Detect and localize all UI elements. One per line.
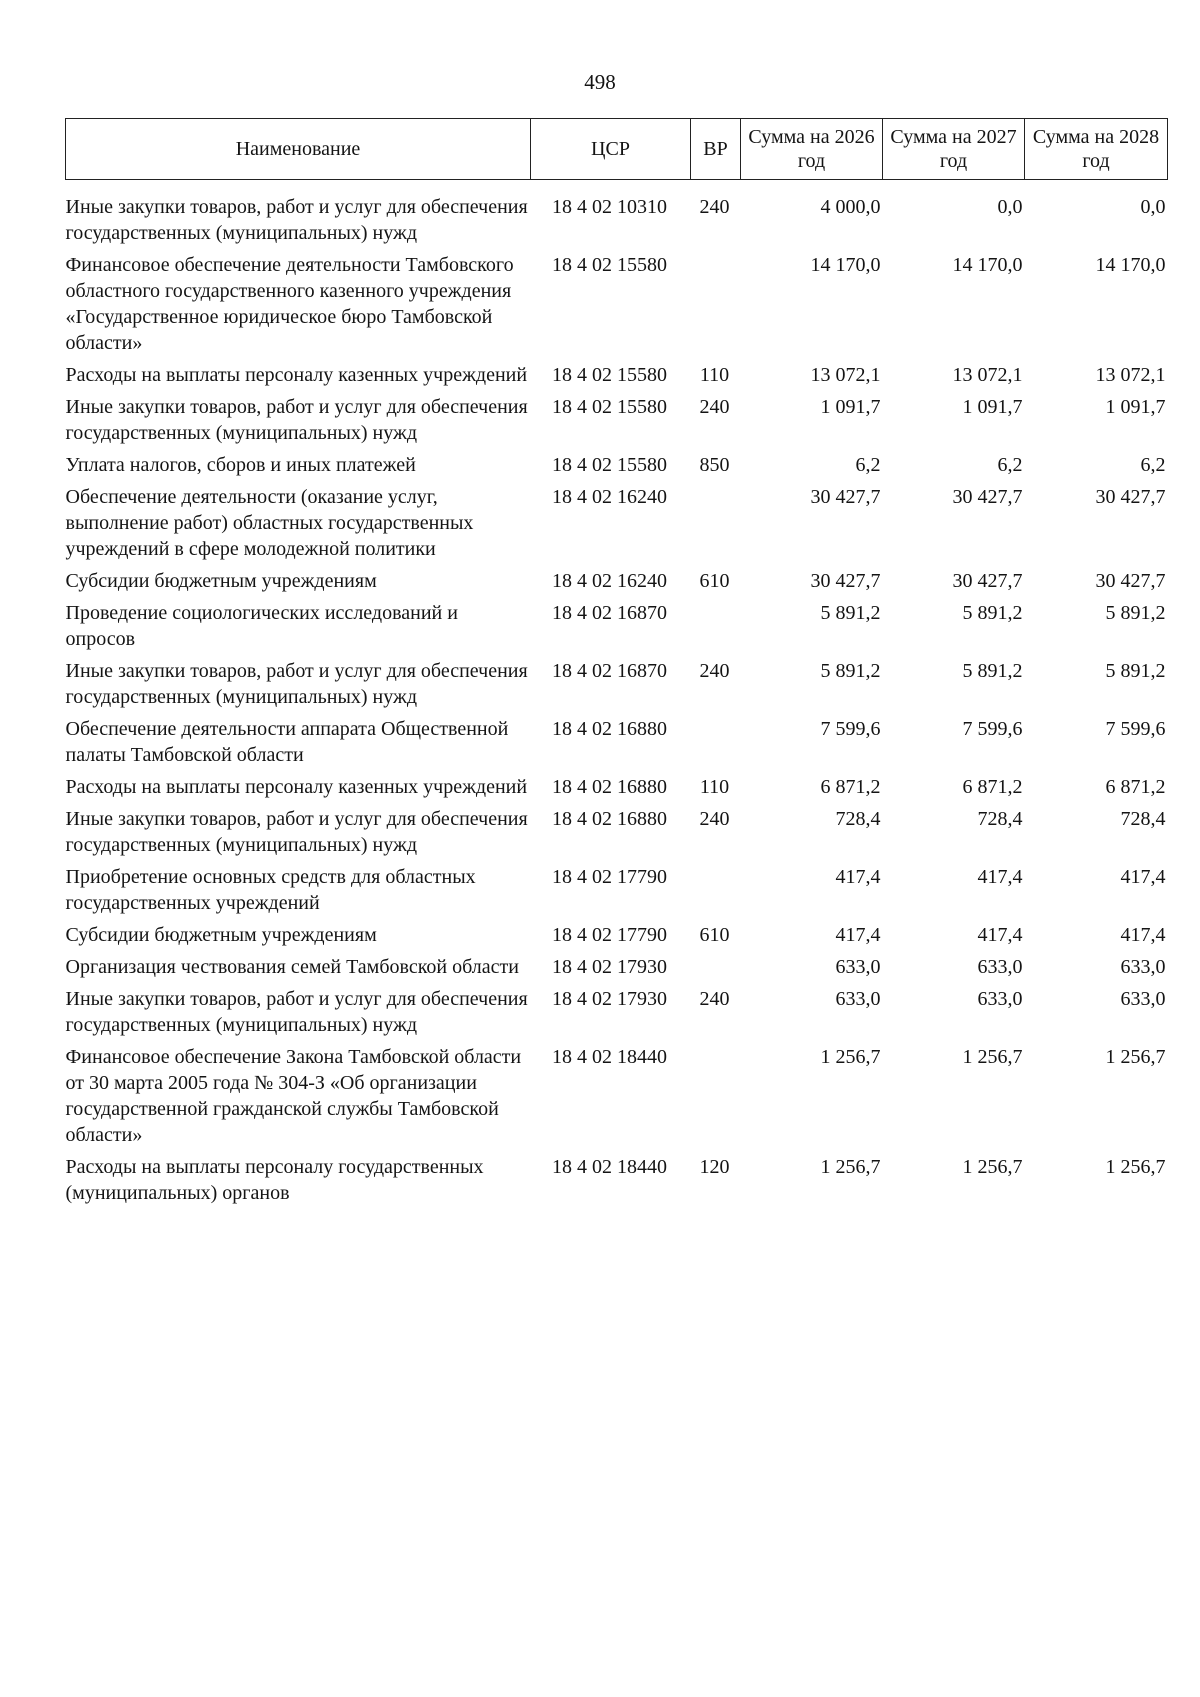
row-name: Иные закупки товаров, работ и услуг для обеспечения государственных (муниципальных) нужд [65, 660, 528, 708]
row-sum-2027: 728,4 [977, 808, 1023, 830]
row-vr [691, 954, 741, 986]
row-sum-2027: 30 427,7 [952, 486, 1023, 508]
row-name: Обеспечение деятельности аппарата Общественной палаты Тамбовской области [65, 718, 509, 766]
row-name: Проведение социологических исследований и опросов [65, 602, 458, 650]
row-name: Организация чествования семей Тамбовской области [65, 956, 519, 978]
row-vr: 240 [699, 660, 730, 682]
table-row [66, 484, 1168, 568]
row-sum-2026: 728,4 [835, 808, 881, 830]
row-sum-2028: 5 891,2 [1105, 602, 1166, 624]
row-name: Иные закупки товаров, работ и услуг для обеспечения государственных (муниципальных) нужд [65, 396, 528, 444]
table-row [66, 1154, 1168, 1212]
row-sum-2028: 6,2 [1140, 454, 1166, 476]
row-csr: 18 4 02 15580 [552, 454, 667, 476]
table-row [66, 806, 1168, 864]
row-vr: 240 [699, 396, 730, 418]
row-csr: 18 4 02 15580 [552, 364, 667, 386]
row-sum-2028: 417,4 [1120, 866, 1166, 888]
row-sum-2028: 0,0 [1140, 196, 1166, 218]
row-csr: 18 4 02 15580 [552, 396, 667, 418]
row-sum-2028: 417,4 [1120, 924, 1166, 946]
table-header [66, 119, 1168, 180]
row-sum-2026: 1 256,7 [820, 1046, 881, 1068]
row-csr: 18 4 02 17790 [552, 924, 667, 946]
row-csr: 18 4 02 16880 [552, 718, 667, 740]
row-sum-2026: 14 170,0 [810, 254, 881, 276]
row-sum-2026: 633,0 [835, 956, 881, 978]
row-sum-2026: 417,4 [835, 924, 881, 946]
row-name: Иные закупки товаров, работ и услуг для обеспечения государственных (муниципальных) нужд [65, 808, 528, 856]
row-csr: 18 4 02 16870 [552, 602, 667, 624]
row-sum-2028: 30 427,7 [1095, 486, 1166, 508]
row-sum-2028: 14 170,0 [1095, 254, 1166, 276]
row-csr: 18 4 02 17790 [552, 866, 667, 888]
row-csr: 18 4 02 18440 [552, 1156, 667, 1178]
row-sum-2026: 4 000,0 [820, 196, 881, 218]
table-row [66, 986, 1168, 1044]
row-sum-2026: 1 091,7 [820, 396, 881, 418]
row-vr: 240 [699, 808, 730, 830]
row-sum-2026: 30 427,7 [810, 570, 881, 592]
row-vr [691, 484, 741, 568]
row-sum-2027: 633,0 [977, 988, 1023, 1010]
row-sum-2026: 30 427,7 [810, 486, 881, 508]
row-sum-2028: 6 871,2 [1105, 776, 1166, 798]
row-csr: 18 4 02 16870 [552, 660, 667, 682]
row-sum-2028: 7 599,6 [1105, 718, 1166, 740]
row-sum-2027: 417,4 [977, 924, 1023, 946]
row-sum-2027: 7 599,6 [962, 718, 1023, 740]
table-row [66, 658, 1168, 716]
row-sum-2026: 5 891,2 [820, 602, 881, 624]
row-sum-2027: 1 091,7 [962, 396, 1023, 418]
table-row [66, 394, 1168, 452]
row-sum-2027: 633,0 [977, 956, 1023, 978]
row-csr: 18 4 02 16240 [552, 570, 667, 592]
row-name: Расходы на выплаты персоналу государственных (муниципальных) органов [65, 1156, 484, 1204]
row-sum-2028: 1 091,7 [1105, 396, 1166, 418]
header-vr: ВР [691, 119, 741, 180]
row-vr: 120 [699, 1156, 730, 1178]
table-row [66, 568, 1168, 600]
row-sum-2028: 633,0 [1120, 956, 1166, 978]
row-vr: 610 [699, 570, 730, 592]
row-name: Субсидии бюджетным учреждениям [65, 924, 377, 946]
row-sum-2028: 5 891,2 [1105, 660, 1166, 682]
row-csr: 18 4 02 15580 [552, 254, 667, 276]
table-row [66, 922, 1168, 954]
row-sum-2026: 1 256,7 [820, 1156, 881, 1178]
table-row [66, 252, 1168, 362]
table-row [66, 194, 1168, 252]
row-csr: 18 4 02 17930 [552, 988, 667, 1010]
row-sum-2028: 1 256,7 [1105, 1046, 1166, 1068]
row-sum-2027: 30 427,7 [952, 570, 1023, 592]
row-csr: 18 4 02 17930 [552, 956, 667, 978]
row-sum-2026: 417,4 [835, 866, 881, 888]
table-row [66, 600, 1168, 658]
table-row [66, 716, 1168, 774]
row-vr: 240 [699, 988, 730, 1010]
row-vr: 110 [699, 364, 730, 386]
row-sum-2028: 728,4 [1120, 808, 1166, 830]
header-row [66, 119, 1168, 180]
row-sum-2026: 7 599,6 [820, 718, 881, 740]
budget-table [65, 118, 1168, 1212]
row-sum-2027: 5 891,2 [962, 660, 1023, 682]
row-sum-2026: 6 871,2 [820, 776, 881, 798]
row-name: Субсидии бюджетным учреждениям [65, 570, 377, 592]
row-vr [691, 716, 741, 774]
row-sum-2026: 5 891,2 [820, 660, 881, 682]
row-csr: 18 4 02 16880 [552, 808, 667, 830]
row-sum-2027: 417,4 [977, 866, 1023, 888]
row-sum-2027: 13 072,1 [952, 364, 1023, 386]
row-sum-2026: 13 072,1 [810, 364, 881, 386]
row-vr: 110 [699, 776, 730, 798]
row-sum-2027: 1 256,7 [962, 1156, 1023, 1178]
row-name: Уплата налогов, сборов и иных платежей [65, 454, 416, 476]
row-vr [691, 864, 741, 922]
table-body [66, 180, 1168, 1213]
row-sum-2027: 0,0 [997, 196, 1023, 218]
row-vr [691, 600, 741, 658]
row-name: Иные закупки товаров, работ и услуг для обеспечения государственных (муниципальных) нужд [65, 196, 528, 244]
table-row [66, 774, 1168, 806]
row-sum-2028: 30 427,7 [1095, 570, 1166, 592]
table-row [66, 864, 1168, 922]
row-sum-2027: 6 871,2 [962, 776, 1023, 798]
row-csr: 18 4 02 18440 [552, 1046, 667, 1068]
row-name: Приобретение основных средств для областных государственных учреждений [65, 866, 476, 914]
row-sum-2028: 1 256,7 [1105, 1156, 1166, 1178]
row-sum-2026: 6,2 [855, 454, 881, 476]
row-sum-2027: 6,2 [997, 454, 1023, 476]
row-sum-2028: 633,0 [1120, 988, 1166, 1010]
row-csr: 18 4 02 10310 [552, 196, 667, 218]
row-sum-2027: 5 891,2 [962, 602, 1023, 624]
header-csr: ЦСР [531, 119, 691, 180]
row-name: Обеспечение деятельности (оказание услуг, выполнение работ) областных государственных учреждений в сфере молодежной политики [65, 486, 474, 560]
row-sum-2028: 13 072,1 [1095, 364, 1166, 386]
row-name: Расходы на выплаты персоналу казенных учреждений [65, 364, 528, 386]
row-csr: 18 4 02 16240 [552, 486, 667, 508]
header-sum-2027: Сумма на 2027 год [883, 119, 1025, 180]
row-vr: 610 [699, 924, 730, 946]
row-name: Расходы на выплаты персоналу казенных учреждений [65, 776, 528, 798]
row-name: Иные закупки товаров, работ и услуг для обеспечения государственных (муниципальных) нужд [65, 988, 528, 1036]
row-vr [691, 252, 741, 362]
page-number: 498 [584, 70, 616, 94]
header-sum-2028: Сумма на 2028 год [1025, 119, 1168, 180]
table-row [66, 1044, 1168, 1154]
row-name: Финансовое обеспечение деятельности Тамбовского областного государственного казенного учреждения «Государственное юридическое бюро Тамбовской области» [65, 254, 514, 354]
row-sum-2027: 14 170,0 [952, 254, 1023, 276]
row-vr [691, 1044, 741, 1154]
table-row [66, 452, 1168, 484]
table-row [66, 954, 1168, 986]
header-sum-2026: Сумма на 2026 год [741, 119, 883, 180]
row-vr: 240 [699, 196, 730, 218]
row-name: Финансовое обеспечение Закона Тамбовской области от 30 марта 2005 года № 304-З «Об организации государственной гражданской службы Тамбовской области» [65, 1046, 522, 1146]
row-sum-2026: 633,0 [835, 988, 881, 1010]
table-row [66, 362, 1168, 394]
row-sum-2027: 1 256,7 [962, 1046, 1023, 1068]
row-csr: 18 4 02 16880 [552, 776, 667, 798]
header-name: Наименование [66, 119, 531, 180]
row-vr: 850 [699, 454, 730, 476]
